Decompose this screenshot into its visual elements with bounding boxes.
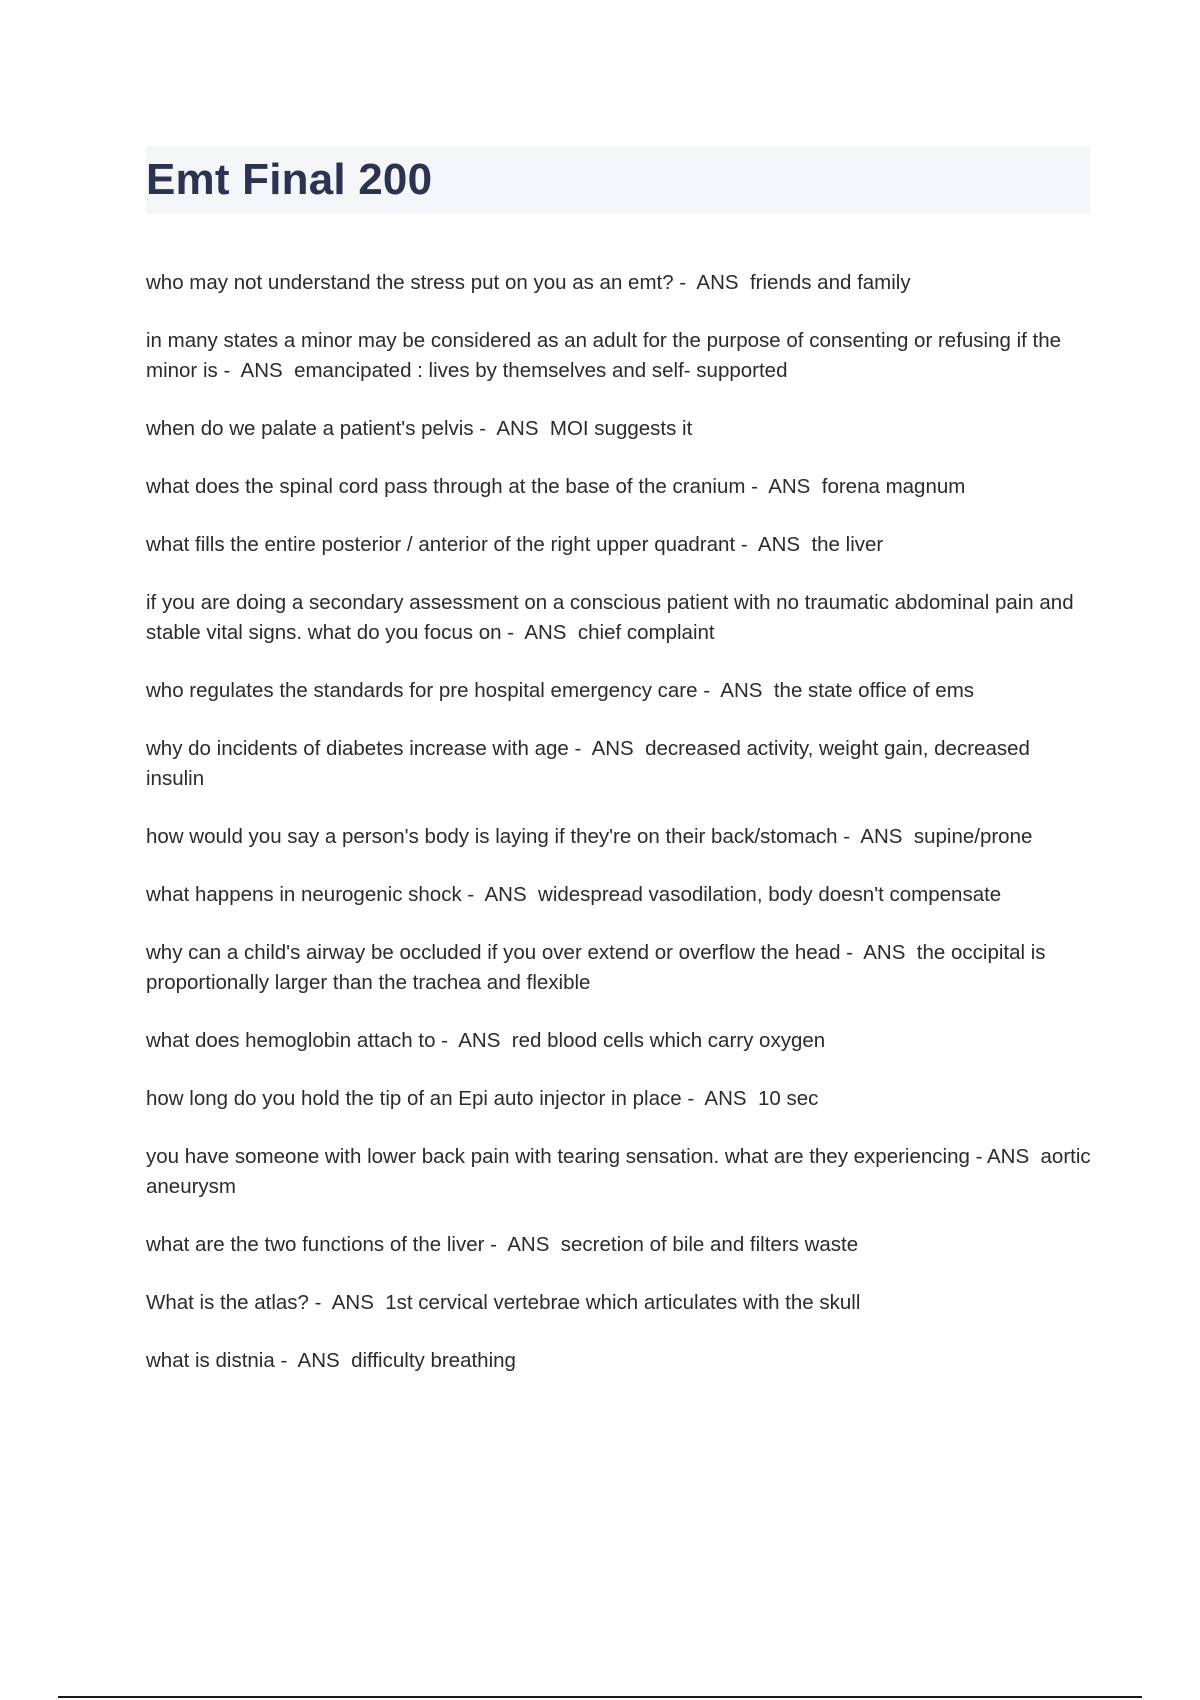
qa-item: when do we palate a patient's pelvis - ANS MOI suggests it: [146, 417, 693, 440]
qa-item: why can a child's airway be occluded if you over extend or overflow the head - ANS the occipital is proportionally larger than the trachea and flexible: [146, 941, 1052, 994]
qa-item: what does the spinal cord pass through at the base of the cranium - ANS forena magnum: [146, 475, 966, 498]
qa-item: why do incidents of diabetes increase with age - ANS decreased activity, weight gain, decreased insulin: [146, 737, 1036, 790]
qa-item: how long do you hold the tip of an Epi auto injector in place - ANS 10 sec: [146, 1087, 819, 1110]
qa-item: how would you say a person's body is laying if they're on their back/stomach - ANS supine/prone: [146, 825, 1033, 848]
qa-item: what is distnia - ANS difficulty breathing: [146, 1349, 516, 1372]
qa-item: in many states a minor may be considered as an adult for the purpose of consenting or refusing if the minor is - ANS emancipated : lives by themselves and self- supported: [146, 329, 1067, 382]
qa-item: What is the atlas? - ANS 1st cervical vertebrae which articulates with the skull: [146, 1291, 861, 1314]
page-title: Emt Final 200: [146, 155, 433, 204]
qa-item: you have someone with lower back pain with tearing sensation. what are they experiencing - ANS aortic aneurysm: [146, 1145, 1097, 1198]
qa-item: what happens in neurogenic shock - ANS widespread vasodilation, body doesn't compensate: [146, 883, 1002, 906]
qa-item: who may not understand the stress put on you as an emt? - ANS friends and family: [146, 271, 911, 294]
qa-item: what fills the entire posterior / anterior of the right upper quadrant - ANS the liver: [146, 533, 884, 556]
qa-item: what are the two functions of the liver - ANS secretion of bile and filters waste: [146, 1233, 859, 1256]
qa-item: what does hemoglobin attach to - ANS red blood cells which carry oxygen: [146, 1029, 826, 1052]
qa-item: who regulates the standards for pre hospital emergency care - ANS the state office of ems: [146, 679, 975, 702]
qa-item: if you are doing a secondary assessment on a conscious patient with no traumatic abdominal pain and stable vital signs. what do you focus on - ANS chief complaint: [146, 591, 1080, 644]
footer-divider: [58, 1696, 1142, 1698]
question-answer-list: [146, 268, 1097, 1404]
